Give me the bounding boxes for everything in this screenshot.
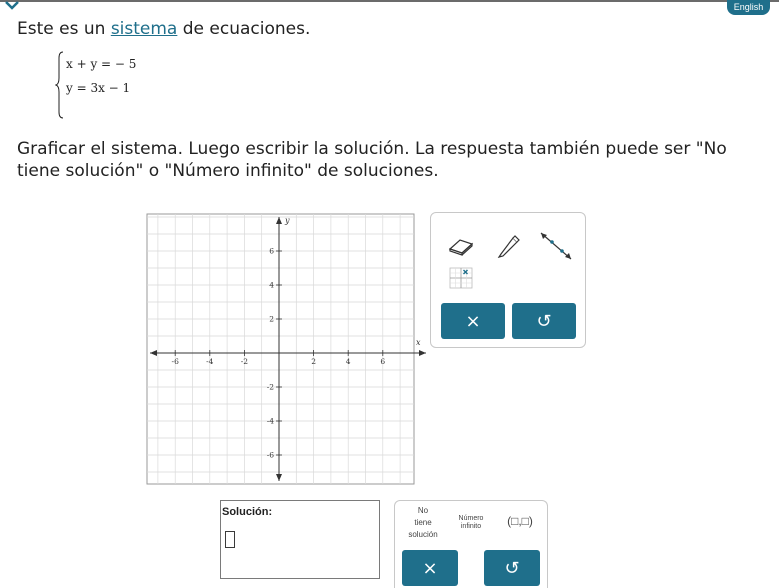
top-divider [0,0,779,2]
y-axis-label: y [285,216,290,225]
y-tick-label: -6 [266,450,274,460]
chevron-down-icon[interactable] [4,0,20,12]
solution-clear-button[interactable]: × [402,550,458,586]
y-tick-label: 6 [269,246,274,256]
no-solution-line-3: solución [408,530,438,539]
x-tick-label: 4 [345,357,351,366]
solution-answer-input[interactable] [225,531,235,548]
x-tick-label: -6 [171,357,179,366]
sistema-link[interactable]: sistema [110,19,178,39]
graph-undo-button[interactable]: ↺ [512,303,576,339]
line-tool[interactable] [535,229,575,263]
point-tool-icon [448,265,474,291]
y-tick-label: 2 [269,314,274,324]
y-tick-label: -2 [266,382,274,392]
no-solution-line-2: tiene [414,518,432,527]
x-tick-label: -4 [206,357,214,366]
x-tick-label: -2 [240,357,249,366]
line-tool-icon [535,229,575,263]
english-button[interactable]: English [727,0,770,15]
equation-system [55,50,145,120]
grid-lines [147,214,414,484]
equation-2: y = 3x − 1 [66,81,131,95]
instructions: Graficar el sistema. Luego escribir la solución. La respuesta también puede ser "No tiene solución" o "Número infinito" de soluciones. [17,139,727,181]
equation-1: x + y = − 5 [66,57,137,71]
x-tick-label: 6 [380,357,386,366]
graph-clear-button[interactable]: × [441,303,505,339]
intro-text-after: de ecuaciones. [177,19,311,39]
point-tool[interactable] [441,261,481,295]
solution-undo-button[interactable]: ↺ [484,550,540,586]
no-solution-option[interactable] [401,505,445,541]
eraser-icon [447,236,475,256]
solution-label: Solución: [222,506,273,518]
pencil-tool[interactable] [488,229,528,263]
infinite-solutions-option[interactable] [451,515,491,531]
problem-intro [17,19,310,39]
graph-tools-panel [430,212,586,348]
solution-options-panel [394,500,548,588]
infinite-line-1: Número [458,515,484,522]
no-solution-line-1: No [417,506,429,515]
eraser-tool[interactable] [441,229,481,263]
x-axis-arrow-right [419,350,426,356]
coordinate-graph[interactable] [146,213,430,485]
ordered-pair-option[interactable]: (□,□) [507,514,533,528]
y-tick-label: 4 [269,280,274,290]
infinite-line-2: infinito [460,523,482,530]
x-axis-label: x [416,338,421,347]
brace-icon [55,50,65,120]
y-tick-label: -4 [266,416,274,426]
pencil-icon [495,233,521,259]
x-tick-label: 2 [311,357,316,366]
intro-text-before: Este es un [17,19,111,39]
